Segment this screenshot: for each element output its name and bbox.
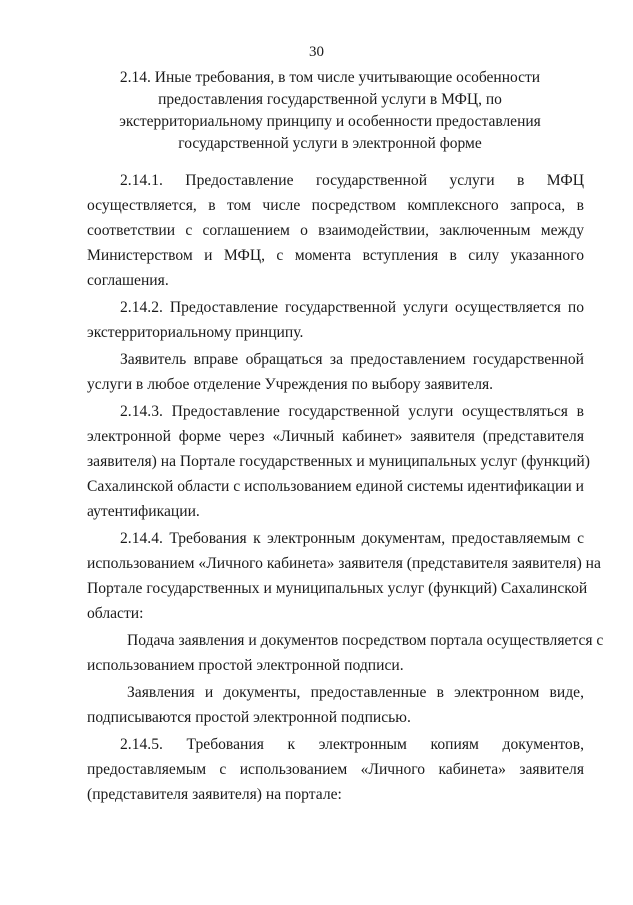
paragraph-2-14-3 xyxy=(87,399,590,524)
text-line: услуги в любое отделение Учреждения по выбору заявителя. xyxy=(87,376,494,393)
text-line: использованием «Личного кабинета» заявителя (представителя заявителя) на xyxy=(87,555,601,572)
text-line: области: xyxy=(87,605,144,622)
section-heading xyxy=(110,67,550,155)
text-line: 2.14.3. Предоставление государственной услуги осуществляться в xyxy=(120,403,584,420)
text-line: экстерриториальному принципу. xyxy=(87,324,304,341)
text-line: предоставляемым с использованием «Личного кабинета» заявителя xyxy=(87,761,584,778)
text-line: Заявитель вправе обращаться за предоставлением государственной xyxy=(120,351,584,368)
text-line: аутентификации. xyxy=(87,503,200,520)
text-line: подписываются простой электронной подписью. xyxy=(87,709,411,726)
heading-line: 2.14. Иные требования, в том числе учитывающие особенности xyxy=(119,69,541,86)
paragraph-applicant-right xyxy=(87,347,584,397)
text-line: 2.14.1. Предоставление государственной услуги в МФЦ xyxy=(120,172,584,189)
paragraph-2-14-2 xyxy=(87,295,584,345)
text-line: Заявления и документы, предоставленные в электронном виде, xyxy=(127,684,584,701)
text-line: использованием простой электронной подписи. xyxy=(87,657,404,674)
text-line: осуществляется, в том числе посредством комплексного запроса, в xyxy=(87,197,584,214)
text-line: 2.14.4. Требования к электронным документам, предоставляемым с xyxy=(120,530,584,547)
paragraph-2-14-1 xyxy=(87,168,584,293)
page-number: 30 xyxy=(309,44,324,60)
text-line: Министерством и МФЦ, с момента вступления в силу указанного xyxy=(87,247,584,264)
heading-line: экстерриториальному принципу и особенности предоставления xyxy=(119,113,541,130)
text-line: Сахалинской области с использованием единой системы идентификации и xyxy=(87,478,584,495)
heading-line: предоставления государственной услуги в МФЦ, по xyxy=(158,91,502,108)
document-body xyxy=(87,168,604,807)
paragraph-2-14-5 xyxy=(87,732,584,807)
text-line: 2.14.2. Предоставление государственной услуги осуществляется по xyxy=(120,299,584,316)
text-line: электронной форме через «Личный кабинет» заявителя (представителя xyxy=(87,428,584,445)
paragraph-portal-submission xyxy=(87,628,604,678)
paragraph-electronic-signature xyxy=(87,680,584,730)
text-line: соглашения. xyxy=(87,272,169,289)
text-line: (представителя заявителя) на портале: xyxy=(87,786,342,803)
heading-line: государственной услуги в электронной форме xyxy=(178,135,482,152)
text-line: заявителя) на Портале государственных и муниципальных услуг (функций) xyxy=(87,453,590,470)
text-line: 2.14.5. Требования к электронным копиям документов, xyxy=(120,736,584,753)
text-line: соответствии с соглашением о взаимодействии, заключенным между xyxy=(87,222,584,239)
text-line: Подача заявления и документов посредством портала осуществляется с xyxy=(127,632,604,649)
paragraph-2-14-4 xyxy=(87,526,601,626)
text-line: Портале государственных и муниципальных услуг (функций) Сахалинской xyxy=(87,580,588,597)
